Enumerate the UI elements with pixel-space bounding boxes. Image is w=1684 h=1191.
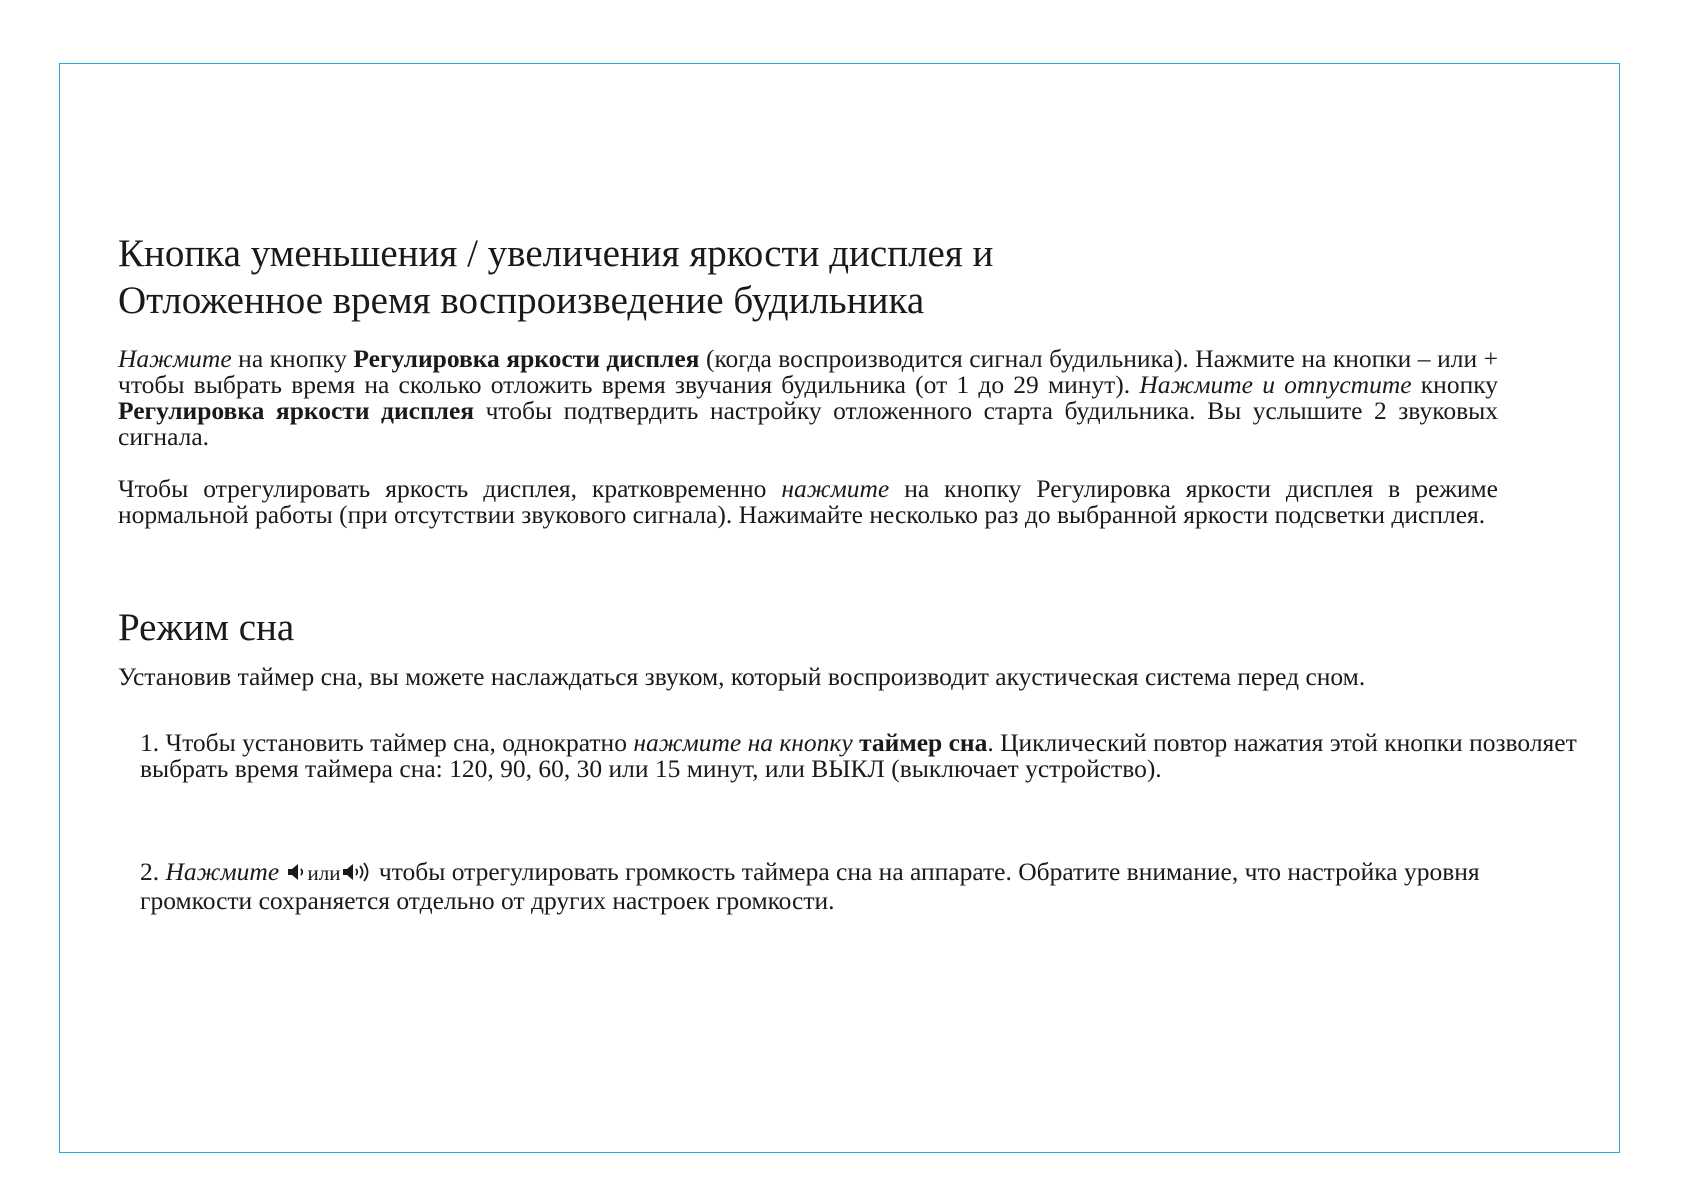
- text: . Циклический повтор нажатия этой кнопки позволяет выбрать время таймера сна: 120, 90, 60, 30 или 15 минут, или ВЫКЛ (выключает устройство).: [140, 728, 1577, 783]
- text-italic: Нажмите: [118, 344, 232, 373]
- heading-line-1: Кнопка уменьшения / увеличения яркости дисплея и: [118, 232, 994, 275]
- text: на кнопку: [231, 344, 354, 373]
- or-text: или: [307, 861, 341, 885]
- list-number: 1.: [140, 728, 160, 757]
- volume-up-icon: [341, 861, 373, 888]
- text-bold: Регулировка яркости дисплея: [118, 396, 475, 425]
- paragraph-brightness: [118, 476, 1498, 528]
- list-item-2: [118, 859, 1570, 914]
- text-italic: нажмите: [781, 474, 890, 503]
- text: чтобы отрегулировать громкость таймера сна на аппарате. Обратите внимание, что настройка уровня громкости сохраняется отдельно от других настроек громкости.: [140, 857, 1480, 915]
- heading-line-2: Отложенное время воспроизведение будильника: [118, 279, 925, 322]
- text: Чтобы установить таймер сна, однократно: [159, 728, 634, 757]
- text-italic: Нажмите: [159, 857, 280, 886]
- volume-down-icon: [286, 861, 308, 888]
- text: Чтобы отрегулировать яркость дисплея, кратковременно: [118, 474, 782, 503]
- text-bold: таймер сна: [852, 728, 988, 757]
- text: кнопку: [1411, 370, 1498, 399]
- list-item-1: [118, 730, 1585, 782]
- section-heading-brightness: [118, 230, 1498, 324]
- paragraph-snooze: [118, 346, 1498, 450]
- text: чтобы подтвердить настройку отложенного старта будильника. Вы услышите 2 звуковых сигнала.: [118, 396, 1498, 451]
- list-number: 2.: [140, 857, 160, 886]
- text: (когда воспроизводится сигнал будильника). Нажмите на кнопки – или + чтобы выбрать время на сколько отложить время звучания будильника (от 1 до 29 минут).: [118, 344, 1498, 399]
- paragraph-sleep-intro: Установив таймер сна, вы можете наслаждаться звуком, который воспроизводит акустическая система перед сном.: [118, 662, 1366, 691]
- text-italic: нажмите на кнопку: [633, 728, 853, 757]
- section-heading-sleep: Режим сна: [118, 606, 295, 649]
- text: на кнопку Регулировка яркости дисплея в режиме нормальной работы (при отсутствии звукового сигнала). Нажимайте несколько раз до выбранной яркости подсветки дисплея.: [118, 474, 1498, 529]
- text-bold: Регулировка яркости дисплея: [353, 344, 700, 373]
- text-italic: Нажмите и отпустите: [1139, 370, 1412, 399]
